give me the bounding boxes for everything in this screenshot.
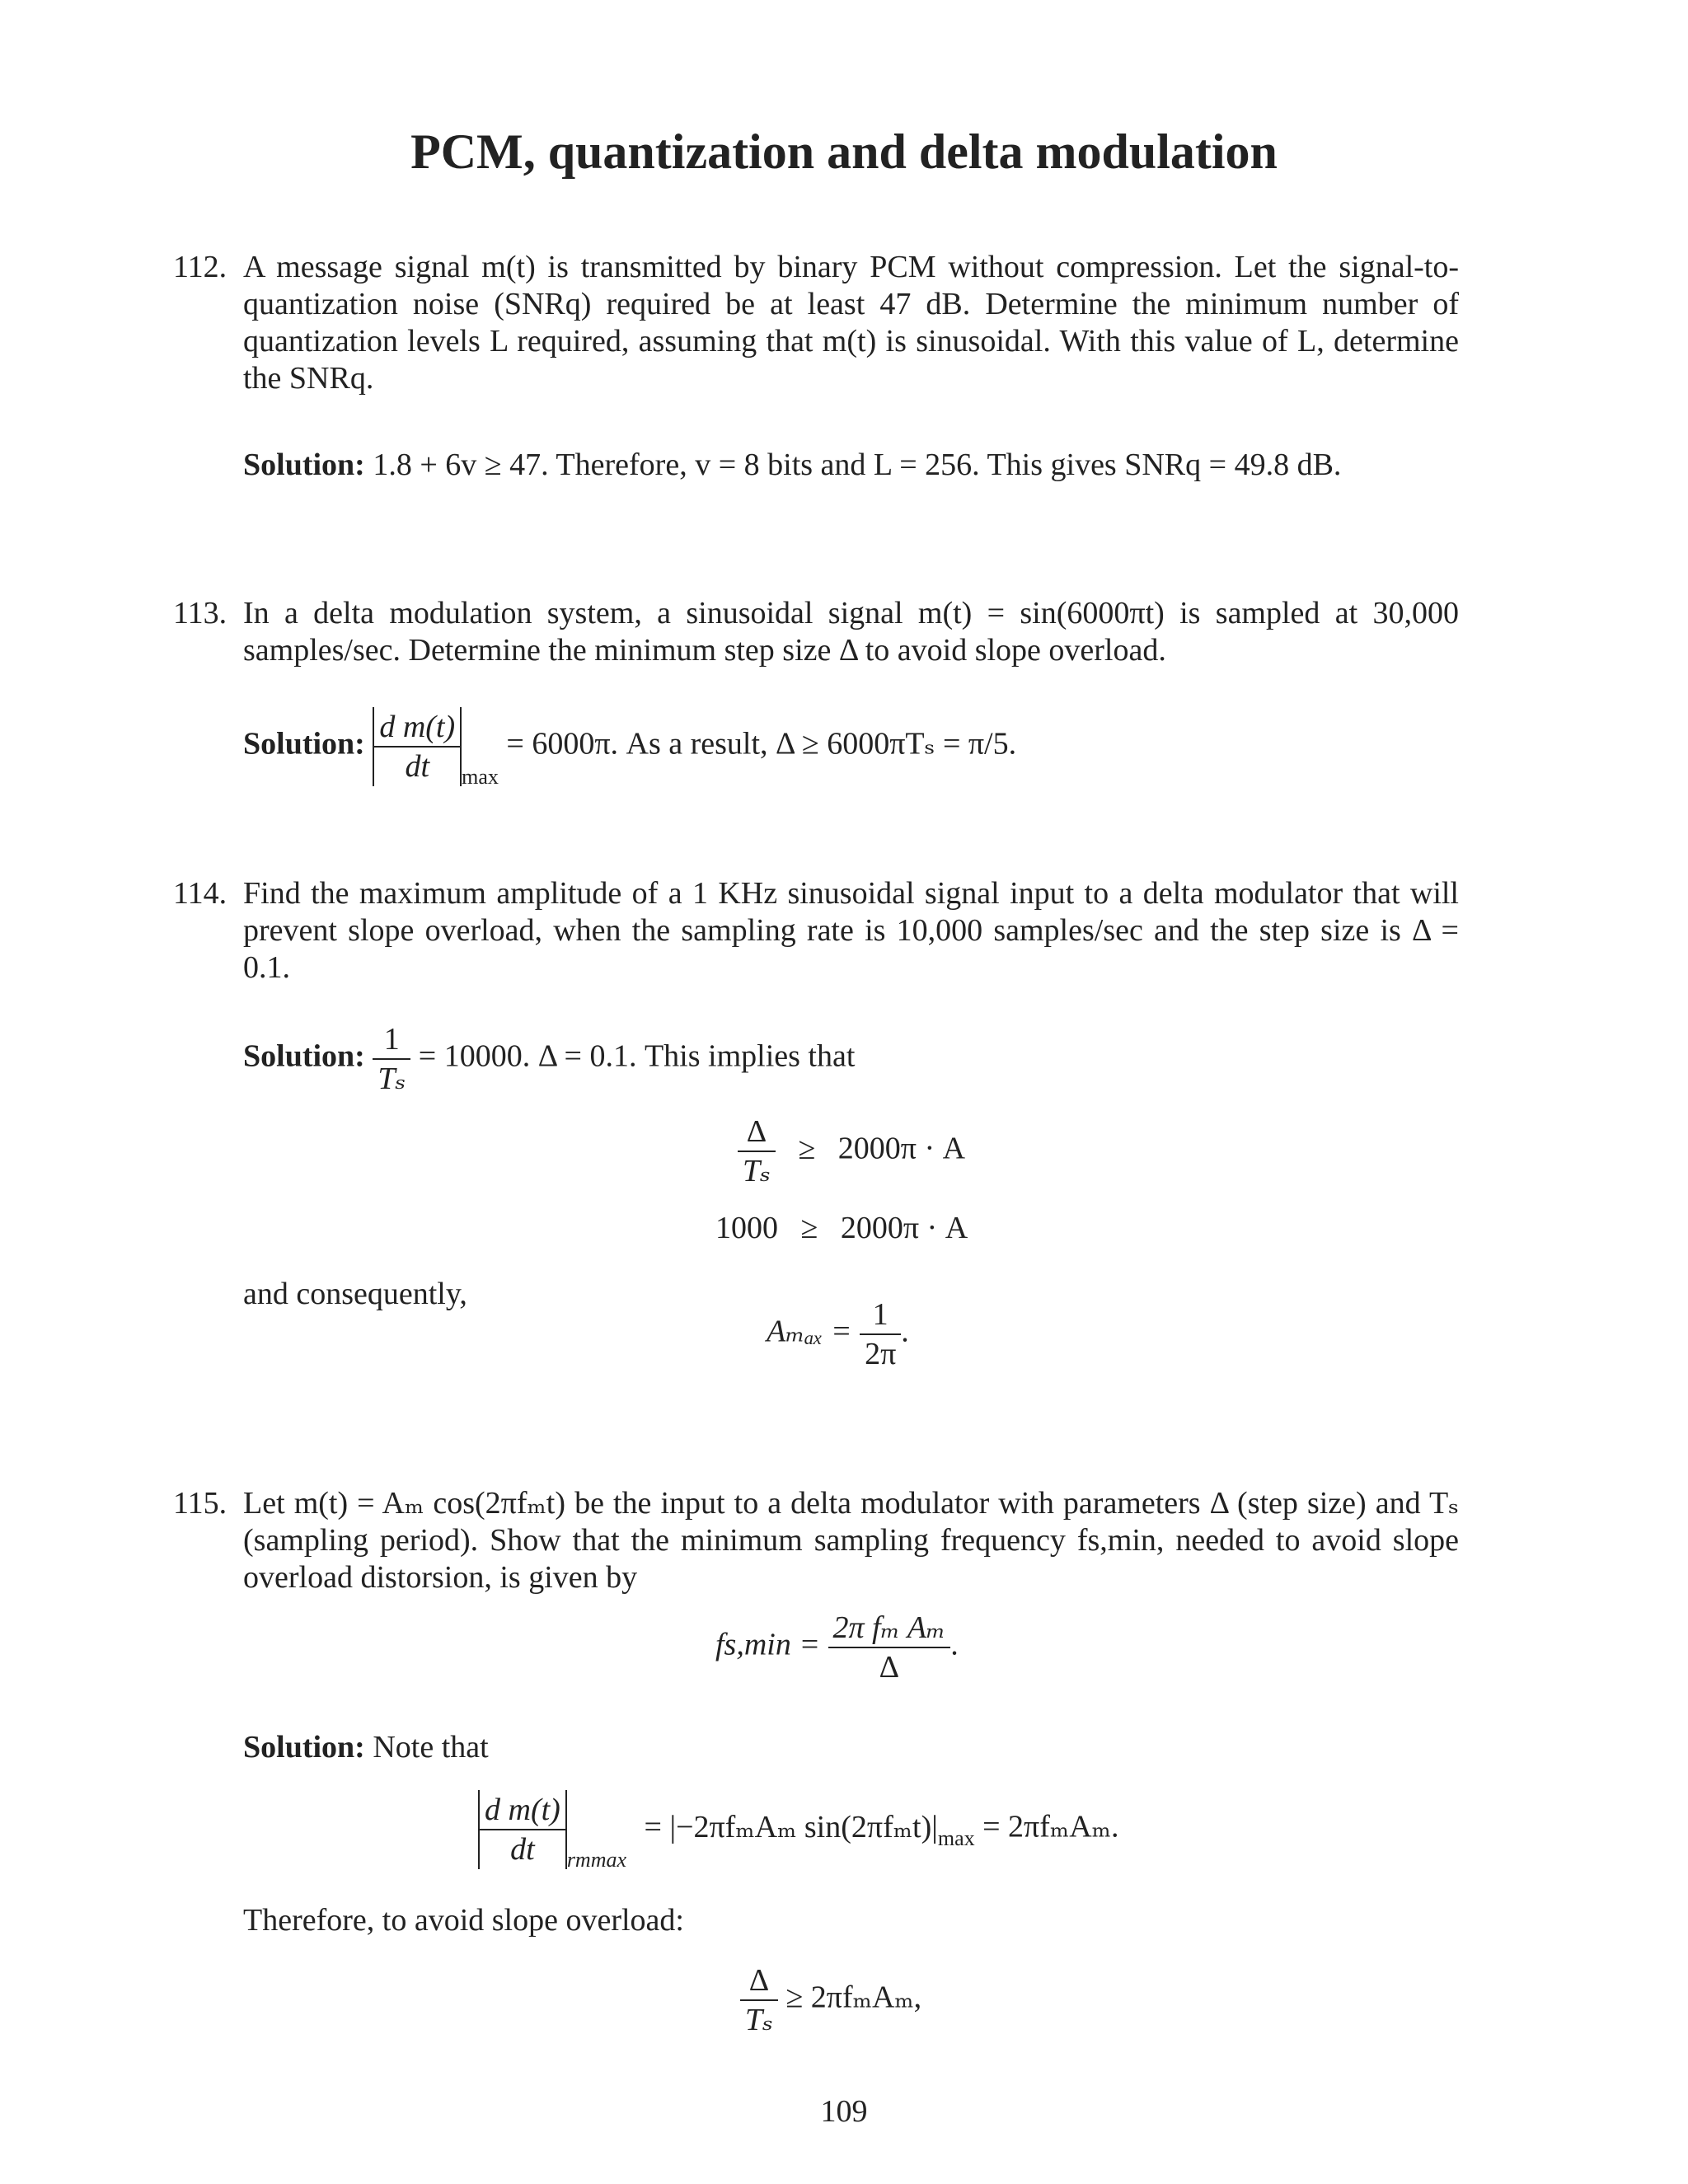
solution-label: Solution: bbox=[243, 1038, 365, 1074]
problem-number: 113. bbox=[173, 596, 227, 630]
solution-text: 1.8 + 6v ≥ 47. Therefore, v = 8 bits and L = 256. This gives SNRq = 49.8 dB. bbox=[373, 448, 1342, 482]
derivative-equation bbox=[478, 1790, 1119, 1872]
problem-113 bbox=[173, 595, 1459, 669]
page-title: PCM, quantization and delta modulation bbox=[410, 124, 1278, 179]
equation-rhs: 2000π · A bbox=[837, 1131, 966, 1166]
solution-label: Solution: bbox=[243, 448, 365, 482]
fraction-denominator: 2π bbox=[865, 1337, 897, 1371]
equation-row-2 bbox=[715, 1210, 968, 1247]
fraction bbox=[373, 1020, 410, 1098]
equation-lhs: Aₘₐₓ = bbox=[767, 1314, 852, 1349]
fraction-numerator: 2π fₘ Aₘ bbox=[828, 1609, 951, 1648]
problem-115 bbox=[173, 1485, 1459, 1596]
fraction-denominator: Tₛ bbox=[743, 1154, 771, 1188]
problem-number: 114. bbox=[173, 876, 227, 911]
fraction-numerator: Δ bbox=[738, 1113, 776, 1152]
problem-text: Let m(t) = Aₘ cos(2πfₘt) be the input to a delta modulator with parameters Δ (step size) and Tₛ (sampling period). Show that the minimum sampling frequency fs,min, needed to avoid slope overload distorsion, is given by bbox=[243, 1486, 1459, 1595]
eval-subscript-max: max bbox=[937, 1825, 975, 1850]
equation-end: . bbox=[950, 1627, 959, 1662]
solution-text: = 6000π. As a result, Δ ≥ 6000πTₛ = π/5. bbox=[506, 726, 1017, 762]
problem-number: 115. bbox=[173, 1486, 227, 1521]
solution-113 bbox=[243, 707, 1017, 789]
problem-text: Find the maximum amplitude of a 1 KHz sinusoidal signal input to a delta modulator that will prevent slope overload, when the sampling rate is 10,000 samples/sec and the step size is Δ = 0.1. bbox=[243, 876, 1459, 985]
fraction-denominator: Tₛ bbox=[745, 2003, 773, 2037]
eval-subscript: max bbox=[462, 764, 499, 789]
final-inequality bbox=[740, 1961, 921, 2039]
problem-number: 112. bbox=[173, 250, 227, 284]
fraction-numerator: Δ bbox=[740, 1961, 778, 2001]
problem-text: In a delta modulation system, a sinusoidal signal m(t) = sin(6000πt) is sampled at 30,000 samples/sec. Determine the minimum step size Δ to avoid slope overload. bbox=[243, 596, 1459, 668]
fraction bbox=[738, 1113, 776, 1190]
fraction-denominator: Tₛ bbox=[377, 1062, 406, 1096]
solution-text: = 10000. Δ = 0.1. This implies that bbox=[418, 1038, 856, 1074]
equation-end: . bbox=[901, 1314, 909, 1349]
page-number: 109 bbox=[820, 2094, 868, 2129]
fraction bbox=[828, 1609, 951, 1686]
problem-text: A message signal m(t) is transmitted by binary PCM without compression. Let the signal-to-quantization noise (SNRq) required be at least 47 dB. Determine the minimum number of quantization levels L required, assuming that m(t) is sinusoidal. With this value of L, determine the SNRq. bbox=[243, 250, 1459, 396]
equation-row-1 bbox=[738, 1113, 965, 1190]
equation-lhs: fs,min = bbox=[715, 1627, 820, 1662]
solution-text: Note that bbox=[373, 1730, 489, 1765]
solution-115 bbox=[243, 1729, 489, 1766]
solution-label: Solution: bbox=[243, 1730, 365, 1765]
fraction-denominator: dt bbox=[405, 749, 430, 784]
problem-112 bbox=[173, 249, 1459, 397]
relation: ≥ bbox=[800, 1211, 818, 1245]
eval-subscript: rmmax bbox=[566, 1847, 627, 1872]
solution-112 bbox=[243, 447, 1341, 484]
fraction-numerator: 1 bbox=[373, 1020, 410, 1060]
equation-tail: = 2πfₘAₘ. bbox=[982, 1809, 1119, 1844]
fraction bbox=[740, 1961, 778, 2039]
fraction-denominator: Δ bbox=[879, 1650, 900, 1685]
equation-lhs: 1000 bbox=[715, 1211, 778, 1245]
problem-114 bbox=[173, 875, 1459, 987]
solution-label: Solution: bbox=[243, 726, 365, 762]
consequently-text: and consequently, bbox=[243, 1277, 467, 1311]
fraction-numerator: d m(t) bbox=[374, 708, 460, 748]
amax-equation bbox=[767, 1296, 909, 1373]
fraction-numerator: 1 bbox=[860, 1296, 901, 1335]
fraction-numerator: d m(t) bbox=[480, 1791, 565, 1830]
equation-rhs: 2000π · A bbox=[840, 1211, 968, 1245]
equation-rhs: ≥ 2πfₘAₘ, bbox=[785, 1980, 922, 2015]
fsmin-equation bbox=[715, 1609, 959, 1686]
derivative-fraction bbox=[374, 708, 460, 785]
equation-middle: = |−2πfₘAₘ sin(2πfₘt)| bbox=[644, 1809, 938, 1844]
relation: ≥ bbox=[798, 1131, 816, 1166]
fraction-denominator: dt bbox=[510, 1832, 535, 1867]
derivative-fraction bbox=[480, 1791, 565, 1868]
therefore-text: Therefore, to avoid slope overload: bbox=[243, 1903, 684, 1938]
solution-114 bbox=[243, 1020, 855, 1098]
fraction bbox=[860, 1296, 901, 1373]
